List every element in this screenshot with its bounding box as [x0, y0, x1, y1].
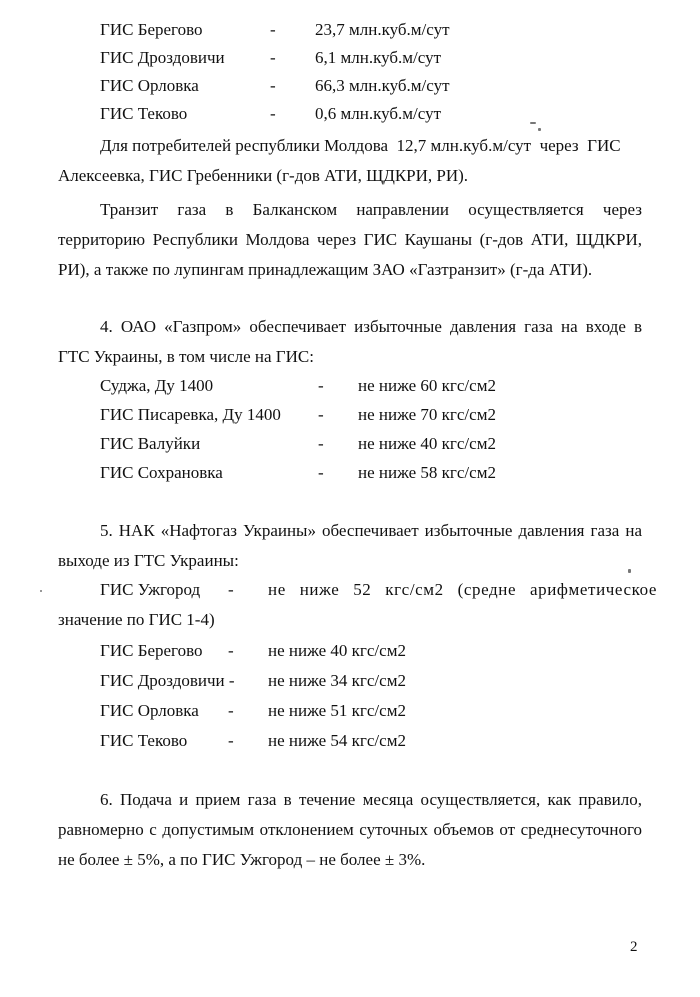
moldova-line-1: Для потребителей республики Молдова 12,7 млн.куб.м/сут через ГИС [100, 136, 621, 155]
entry-name: ГИС Берегово [100, 20, 203, 39]
pressure-exit-value: не ниже 51 кгс/см2 [268, 701, 406, 720]
pressure-exit-value: не ниже 54 кгс/см2 [268, 731, 406, 750]
scan-speck [40, 590, 42, 592]
transit-paragraph: Транзит газа в Балканском направлении осуществляется через территорию Республики Молдова через ГИС Каушаны (г-дов АТИ, ЩДКРИ, РИ), а также по лупингам принадлежащим ЗАО «Газтранзит» (г-да АТИ). [58, 200, 642, 279]
pressure-entry-name: ГИС Писаревка, Ду 1400 [100, 405, 281, 424]
pressure-entry-name: ГИС Валуйки [100, 434, 201, 453]
entry-name: ГИС Орловка [100, 76, 199, 95]
pressure-exit-dash: - [228, 701, 234, 720]
entry-value: 66,3 млн.куб.м/сут [315, 76, 450, 95]
pressure-entry-name: Суджа, Ду 1400 [100, 376, 214, 395]
pressure-entry-value: не ниже 60 кгс/см2 [358, 376, 496, 395]
entry-dash: - [270, 20, 276, 39]
section-5-intro: 5. НАК «Нафтогаз Украины» обеспечивает избыточные давления газа на выходе из ГТС Украины: [58, 521, 642, 570]
section-6-paragraph: 6. Подача и прием газа в течение месяца осуществляется, как правило, равномерно с допустимым отклонением суточных объемов от среднесуточного не более ± 5%, а по ГИС Ужгород – не более ± 3%. [58, 790, 642, 869]
pressure-entry-dash: - [318, 434, 324, 453]
pressure-exit-name: ГИС Берегово [100, 641, 203, 660]
entry-value: 0,6 млн.куб.м/сут [315, 104, 442, 123]
pressure-entry-dash: - [318, 463, 324, 482]
pressure-entry-value: не ниже 58 кгс/см2 [358, 463, 496, 482]
entry-value: 23,7 млн.куб.м/сут [315, 20, 450, 39]
pressure-exit-name: ГИС Дроздовичи - [100, 671, 235, 690]
pressure-exit-value: не ниже 34 кгс/см2 [268, 671, 406, 690]
scan-speck [530, 122, 536, 124]
pressure-exit-name: ГИС Орловка [100, 701, 199, 720]
exit-uzhgorod-value-text: не ниже 52 кгс/см2 (средне арифметическое [268, 580, 658, 599]
scan-speck [628, 569, 631, 573]
exit-uzhgorod-value [268, 580, 658, 600]
entry-value: 6,1 млн.куб.м/сут [315, 48, 442, 67]
pressure-exit-value: не ниже 40 кгс/см2 [268, 641, 406, 660]
entry-dash: - [270, 104, 276, 123]
exit-uzhgorod-name: ГИС Ужгород [100, 580, 201, 599]
pressure-entry-name: ГИС Сохрановка [100, 463, 223, 482]
pressure-entry-value: не ниже 40 кгс/см2 [358, 434, 496, 453]
moldova-line-2: Алексеевка, ГИС Гребенники (г-дов АТИ, ЩДКРИ, РИ). [58, 166, 469, 185]
entry-name: ГИС Теково [100, 104, 188, 123]
pressure-entry-dash: - [318, 376, 324, 395]
section-4-intro: 4. ОАО «Газпром» обеспечивает избыточные давления газа на входе в ГТС Украины, в том числе на ГИС: [58, 317, 642, 366]
pressure-entry-dash: - [318, 405, 324, 424]
entry-dash: - [270, 76, 276, 95]
scan-speck [538, 128, 541, 131]
exit-uzhgorod-continuation: значение по ГИС 1-4) [58, 610, 215, 629]
pressure-entry-value: не ниже 70 кгс/см2 [358, 405, 496, 424]
entry-name: ГИС Дроздовичи [100, 48, 225, 67]
pressure-exit-dash: - [228, 641, 234, 660]
pressure-exit-dash: - [228, 731, 234, 750]
pressure-exit-name: ГИС Теково [100, 731, 188, 750]
page-number: 2 [630, 939, 638, 955]
entry-dash: - [270, 48, 276, 67]
exit-uzhgorod-dash: - [228, 580, 234, 599]
